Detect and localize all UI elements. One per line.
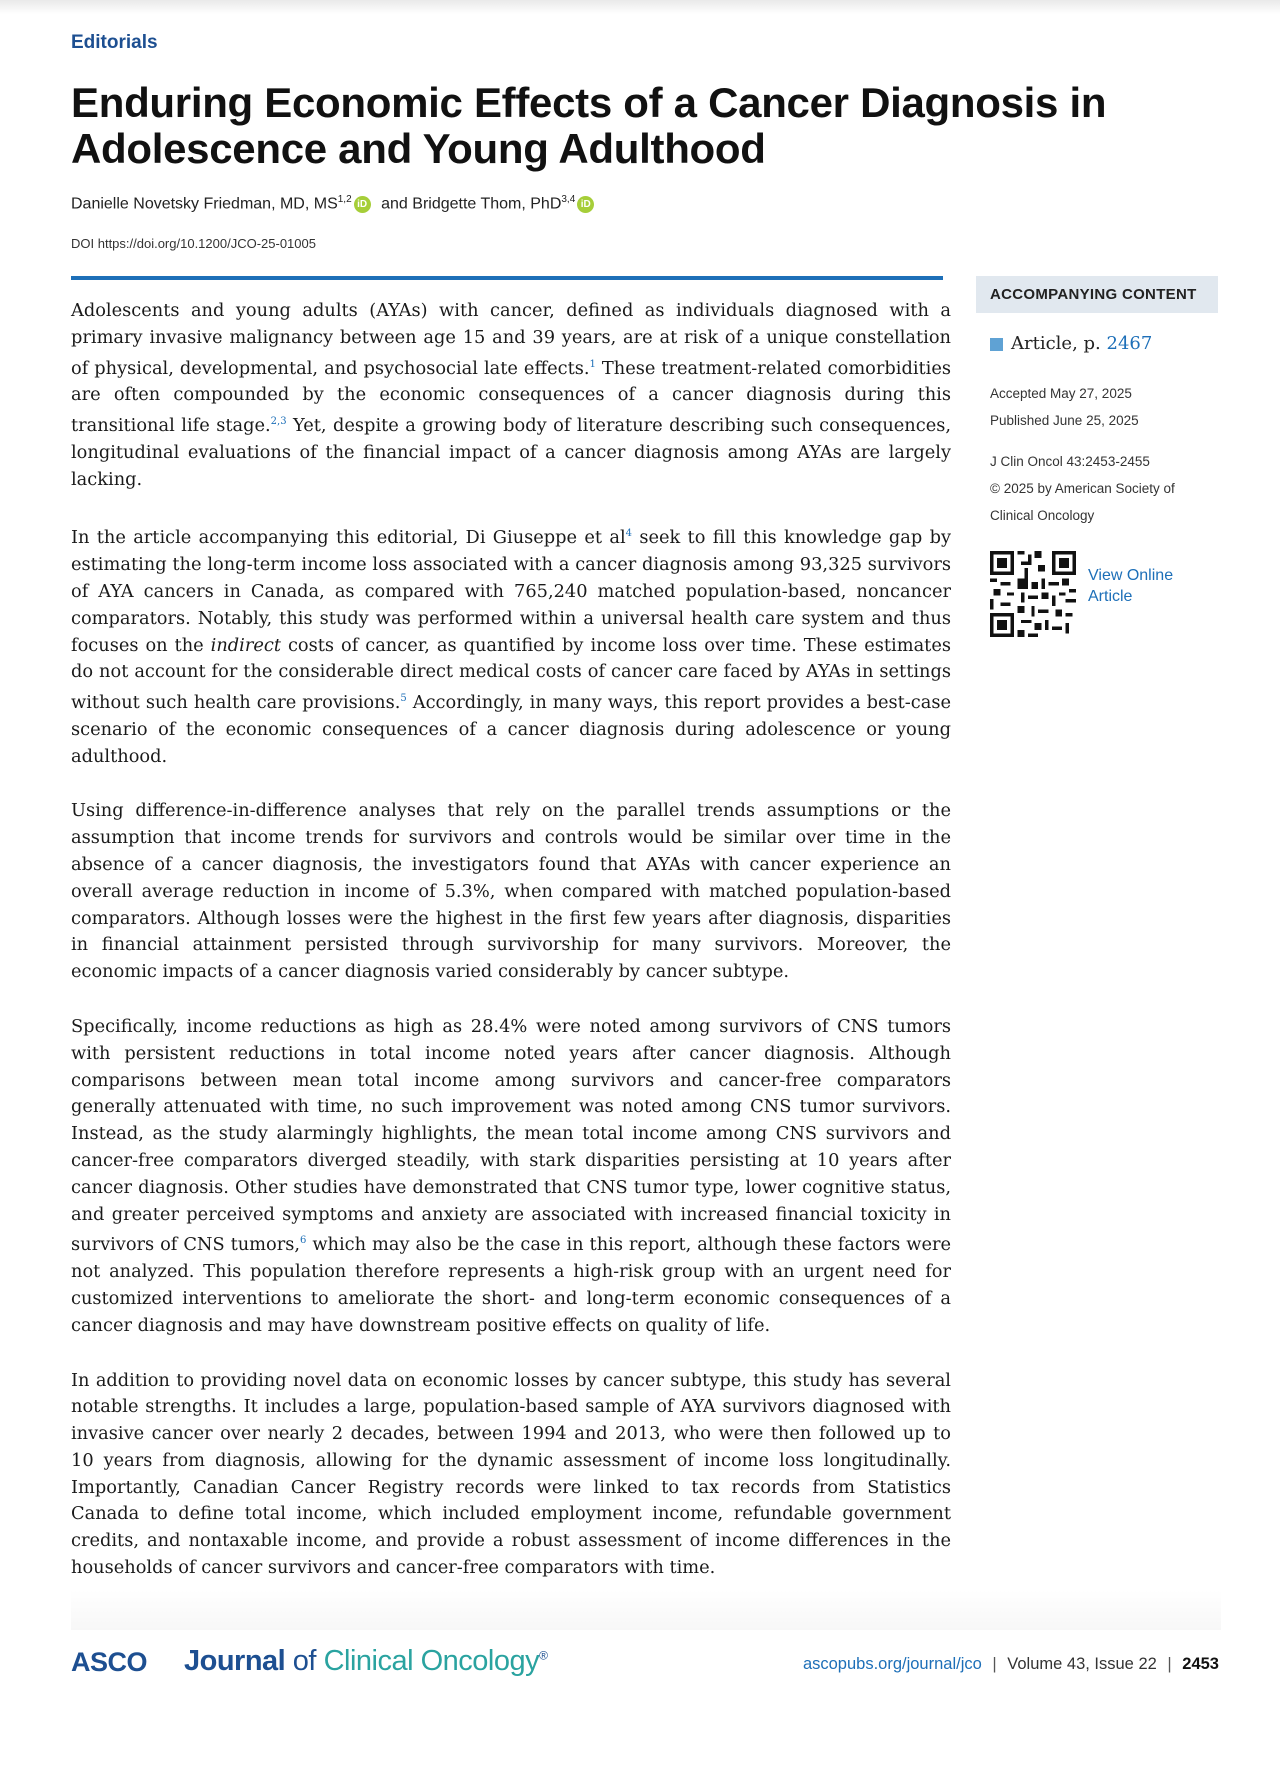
paragraph: Using difference-in-difference analyses that rely on the parallel trends assumptions or the assumption that income trends for survivors and controls would be similar over time in the absence of a cancer diagnosis, the investigators found that AYAs with cancer experience an overall average reduction in income of 5.3%, when compared with matched population-based comparators. Although losses were the highest in the first few years after diagnosis, disparities in financial attainment persisted through survivorship for many survivors. Moreover, the economic impacts of a cancer diagnosis varied considerably by cancer subtype. [71, 800, 951, 983]
doi-link[interactable]: DOI https://doi.org/10.1200/JCO-25-01005 [71, 236, 316, 251]
author-line [71, 194, 600, 213]
article-title: Enduring Economic Effects of a Cancer Diagnosis in Adolescence and Young Adulthood [71, 79, 1107, 172]
page-number: 2453 [1182, 1655, 1219, 1673]
author-affiliation: 3,4 [561, 194, 576, 205]
reference-link[interactable]: 2,3 [270, 416, 287, 428]
volume-issue: Volume 43, Issue 22 [1007, 1655, 1157, 1673]
sidebar [976, 276, 1218, 637]
author-name[interactable]: Danielle Novetsky Friedman, MD, MS [71, 195, 338, 213]
paragraph: Adolescents and young adults (AYAs) with cancer, defined as individuals diagnosed with a primary invasive malignancy between age 15 and 39 years, are at risk of a unique constellation of physical, developmental, and psychosocial late effects.$^1$ These treatment-related comorbidities are often compounded by the economic consequences of a cancer diagnosis during this transitional life stage.$^{2,3}$ Yet, despite a growing body of literature describing such consequences, longitudinal evaluations of the financial impact of a cancer diagnosis among AYAs are largely lacking. [71, 300, 952, 490]
orcid-icon[interactable]: iD [354, 196, 371, 213]
asco-logo: ASCO [71, 1647, 148, 1677]
paragraph: In the article accompanying this editorial, Di Giuseppe et $al^4$ seek to fill this knowledge gap by estimating the long-term income loss associated with a cancer diagnosis among 93,325 survivors of AYA cancers in Canada, as compared with 765,240 matched population-based, noncancer comparators. Notably, this study was performed within a universal health care system and thus focuses on the indirect costs of cancer, as quantified by income loss over time. These estimates do not account for the considerable direct medical costs of cancer care faced by AYAs in settings without such health care provisions.$^5$ Accordingly, in many ways, this report provides a best-case scenario of the economic consequences of a cancer diagnosis during adolescence or young adulthood. [71, 527, 951, 767]
header-rule [71, 276, 943, 280]
accompanying-article-link[interactable]: Article, p. 2467 [990, 333, 1218, 354]
accompanying-content-heading: ACCOMPANYING CONTENT [976, 276, 1218, 313]
author-affiliation: 1,2 [337, 194, 352, 205]
view-online[interactable] [990, 551, 1218, 637]
paragraph: In addition to providing novel data on economic losses by cancer subtype, this study has several notable strengths. It includes a large, population-based sample of AYA survivors diagnosed with invasive cancer over nearly 2 decades, between 1994 and 2013, who were then followed up to 10 years from diagnosis, allowing for the dynamic assessment of income loss longitudinally. Importantly, Canadian Cancer Registry records were linked to tax records from Statistics Canada to define total income, which included employment income, refundable government credits, and nontaxable income, and provide a robust assessment of income differences in the households of cancer survivors and cancer-free comparators with time. [71, 1369, 951, 1579]
article-page-link[interactable]: 2467 [1106, 333, 1153, 354]
separator: | [992, 1655, 997, 1673]
paragraph: Specifically, income reductions as high as 28.4% were noted among survivors of CNS tumors with persistent reductions in total income noted years after cancer diagnosis. Although comparisons between mean total income among survivors and cancer-free comparators generally attenuated with time, no such improvement was noted among CNS tumor survivors. Instead, as the study alarmingly highlights, the mean total income among CNS survivors and cancer-free comparators diverged steadily, with stark disparities persisting at 10 years after cancer diagnosis. Other studies have demonstrated that CNS tumor type, lower cognitive status, and greater perceived symptoms and anxiety are associated with increased financial toxicity in survivors of CNS tumors,$^6$ which may also be the case in this report, although these factors were not analyzed. This population therefore represents a high-risk group with an urgent need for customized interventions to ameliorate the short- and long-term economic consequences of a cancer diagnosis and may have downstream positive effects on quality of life. [71, 1016, 951, 1336]
view-online-article-link[interactable]: View Online Article [1088, 567, 1174, 605]
qr-code-icon[interactable] [990, 551, 1076, 637]
copyright: Clinical Oncology [990, 508, 1095, 523]
published-date: Published June 25, 2025 [990, 413, 1139, 428]
footer-shade [71, 1590, 1221, 1630]
reference-link[interactable]: 1 [589, 358, 596, 370]
section-label: Editorials [71, 32, 158, 53]
citation: J Clin Oncol 43:2453-2455 [990, 454, 1150, 469]
orcid-icon[interactable]: iD [577, 196, 594, 213]
reference-link[interactable]: 5 [400, 693, 407, 705]
article-meta [990, 380, 1218, 529]
journal-url-link[interactable]: ascopubs.org/journal/jco [802, 1655, 982, 1673]
article-body [71, 298, 951, 1610]
author-name[interactable]: Bridgette Thom, PhD [412, 195, 562, 213]
reference-link[interactable]: 6 [300, 1235, 307, 1247]
reference-link[interactable]: 4 [625, 528, 633, 540]
article-icon [990, 338, 1003, 351]
journal-logo: Journal of Clinical Oncology® [184, 1645, 548, 1677]
top-shade [0, 0, 1280, 14]
separator: | [1167, 1655, 1172, 1673]
accepted-date: Accepted May 27, 2025 [990, 386, 1132, 401]
author-connector: and [381, 195, 408, 213]
footer-info [803, 1655, 1219, 1674]
copyright: © 2025 by American Society of [990, 481, 1175, 496]
page-footer [71, 1645, 1219, 1685]
